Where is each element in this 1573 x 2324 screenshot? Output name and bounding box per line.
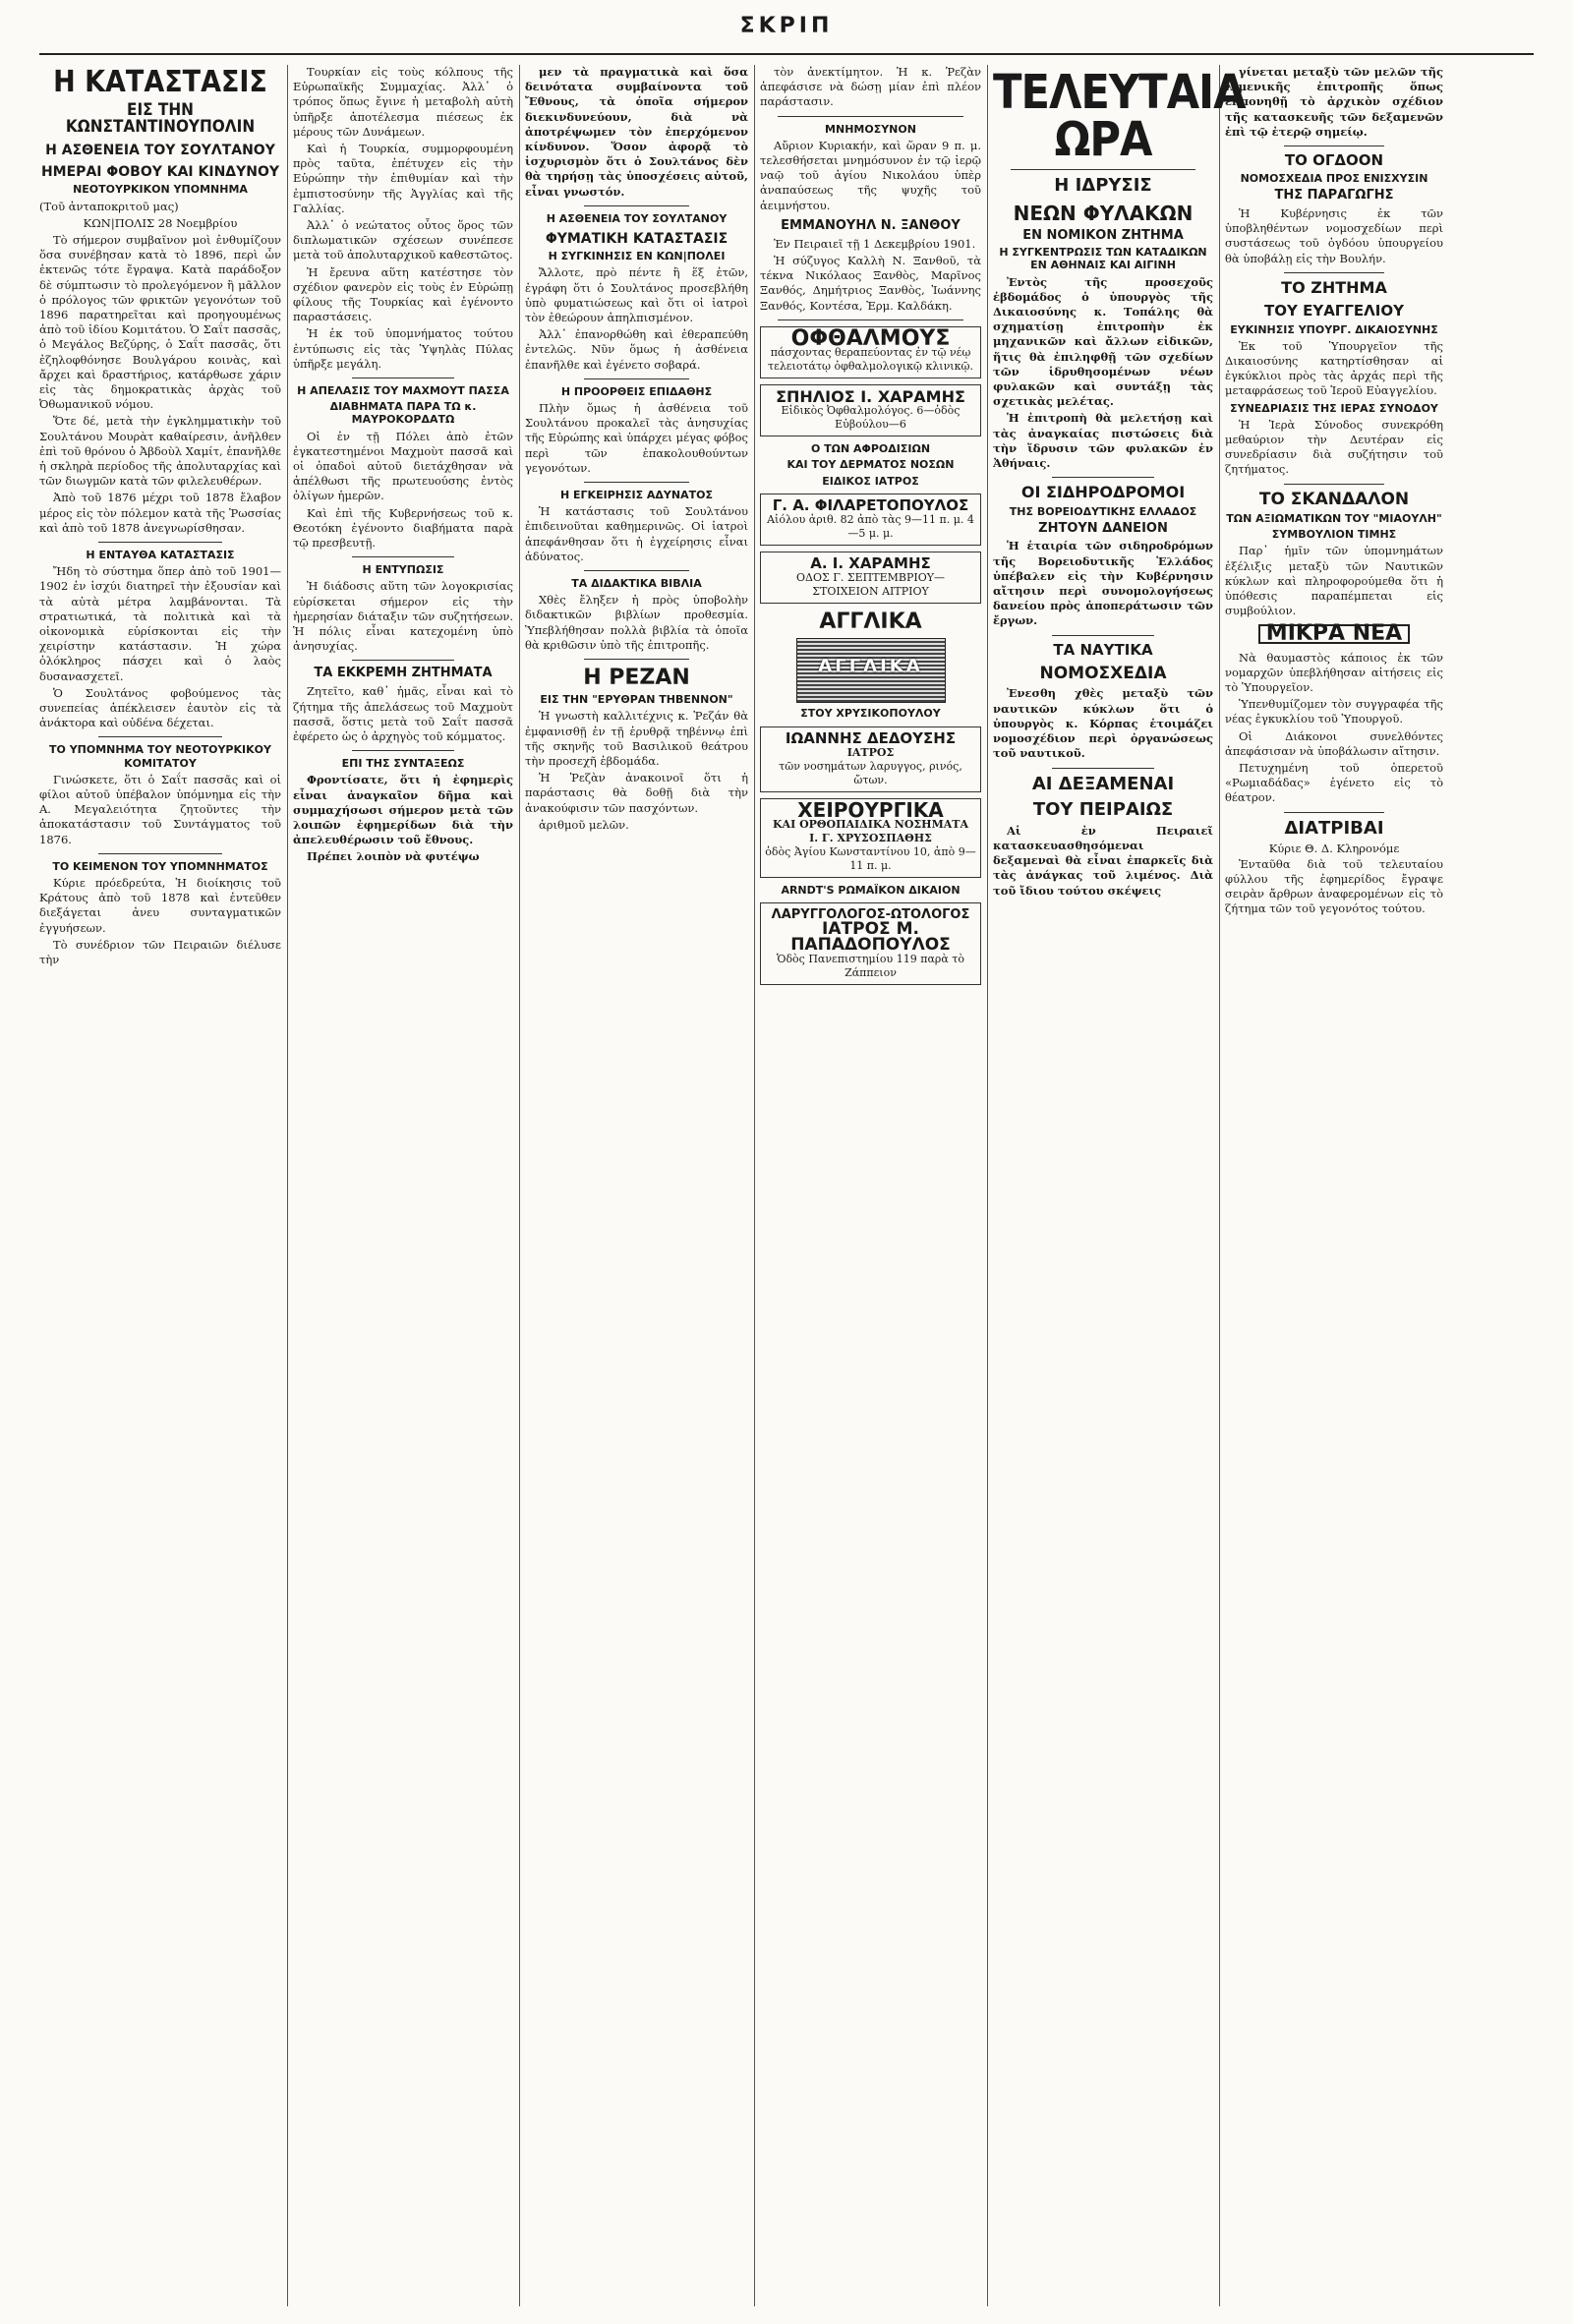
ad-text: Ὁδὸς Πανεπιστημίου 119 παρὰ τὸ Ζάππειον bbox=[776, 952, 964, 979]
paragraph: Κύριε πρόεδρεύτα, Ἡ διοίκησις τοῦ Κράτους ἀπὸ τοῦ 1878 καὶ ἐντεῦθεν διεξάγεται ἀνευ συνταγματικῶν ἐγγυήσεων. bbox=[39, 876, 281, 935]
paragraph: Ἐνεσθη χθὲς μεταξὺ τῶν ναυτικῶν κύκλων ὅτι ὁ ὑπουργὸς κ. Κόρπας ἑτοιμάζει νομοσχέδιον περὶ ὀργανώσεως τοῦ ναυτικοῦ. bbox=[993, 686, 1213, 761]
ad-text: Εἰδικὸς Ὀφθαλμολόγος. 6—ὁδὸς Εὐβούλου—6 bbox=[781, 404, 961, 432]
section-heading: Η ΠΡΟΟΡΘΕΙΣ ΕΠΙΔΑΘΗΣ bbox=[560, 384, 713, 398]
paragraph: Ἐντὸς τῆς προσεχοῦς ἑβδομάδος ὁ ὑπουργὸς τῆς Δικαιοσύνης κ. Τοπάλης θὰ σχηματίσῃ ἐπιτροπὴν ἐκ μηχανικῶν καὶ ἄλλων εἰδικῶν, ἥτις θὰ ἐπιληφθῇ τῶν σχεδίων τῶν ἱδρυθησομένων νέων φυλακῶν καὶ συντάξῃ τὰς σχετικὰς μελέτας. bbox=[993, 274, 1213, 409]
paragraph: Ἡ σύζυγος Καλλὴ Ν. Ξανθοῦ, τὰ τέκνα Νικόλαος Ξανθὸς, Μαρῖνος Ξανθός, Δημήτριος Ξανθὸς, Ἰωάννης Ξανθός, Κοντέσα, Ἑρμ. Καλδάκη. bbox=[760, 253, 981, 313]
ad-title: ΧΕΙΡΟΥΡΓΙΚΑ bbox=[797, 797, 944, 822]
ad-title: Α. Ι. ΧΑΡΑΜΗΣ bbox=[810, 553, 931, 572]
column-separator bbox=[1219, 65, 1220, 2306]
section-heading: ΚΑΙ ΤΟΥ ΔΕΡΜΑΤΟΣ ΝΟΣΩΝ bbox=[786, 458, 955, 472]
column-6 bbox=[1225, 65, 1443, 2316]
section-heading: ΤΟ ΟΓΔΟΟΝ bbox=[1284, 151, 1384, 170]
ad-title: ΙΑΤΡΟΣ Μ. ΠΑΠΑΔΟΠΟΥΛΟΣ bbox=[790, 919, 951, 955]
section-heading: ΜΝΗΜΟΣΥΝΟΝ bbox=[825, 122, 916, 136]
ad-text: πάσχοντας θεραπεύοντας ἐν τῷ νέῳ τελειοτάτῳ ὀφθαλμολογικῷ κλινικῷ. bbox=[768, 345, 973, 373]
ad-title: ΟΦΘΑΛΜΟΥΣ bbox=[790, 325, 951, 351]
paragraph: Πλὴν ὅμως ἡ ἀσθένεια τοῦ Σουλτάνου προκαλεῖ τὰς ἀνησυχίας τῆς Εὐρώπης καὶ ὑπάρχει μέγας φόβος περὶ τῶν ἐπακολουθούντων γεγονότων. bbox=[525, 400, 748, 475]
paragraph: Χθὲς ἔληξεν ἡ πρὸς ὑποβολὴν διδακτικῶν βιβλίων προθεσμία. Ὑπεβλήθησαν πολλὰ βιβλία τὰ ὁποῖα θὰ κριθῶσιν ὑπὸ τῆς ἐπιτροπῆς. bbox=[525, 593, 748, 652]
advertisement bbox=[760, 726, 981, 792]
salutation: Κύριε Θ. Δ. Κληρονόμε bbox=[1268, 842, 1400, 856]
newspaper-name: ΣΚΡΙΠ bbox=[739, 14, 834, 38]
paragraph: Τὸ συνέδριον τῶν Πειραιῶν διέλυσε τὴν bbox=[39, 937, 281, 967]
paragraph: Ζητεῖτο, καθ᾽ ἡμᾶς, εἶναι καὶ τὸ ζήτημα τῆς ἀπελάσεως τοῦ Μαχμοὺτ πασσᾶ, ὅστις μετὰ τοῦ Σαΐτ πασσᾶ ἐφέρετο ὡς ὁ ἀρχηγὸς τοῦ κόμματος. bbox=[293, 684, 513, 743]
paragraph: Ἡ ἑταιρία τῶν σιδηροδρόμων τῆς Βορειοδυτικῆς Ἑλλάδος ὑπέβαλεν εἰς τὴν Κυβέρνησιν αἴτησιν περὶ συνομολογήσεως δανείου πρὸς ἀποπεράτωσιν τῶν ἔργων. bbox=[993, 539, 1213, 628]
paragraph: Καὶ ἐπὶ τῆς Κυβερνήσεως τοῦ κ. Θεοτόκη ἐγένοντο διαβήματα παρὰ τῷ πρεσβευτῇ. bbox=[293, 505, 513, 551]
section-heading: ΤΗΣ ΠΑΡΑΓΩΓΗΣ bbox=[1274, 188, 1394, 203]
section-heading: Η ΙΔΡΥΣΙΣ bbox=[1054, 175, 1152, 196]
column-separator bbox=[287, 65, 288, 2306]
section-heading: ΤΗΣ ΒΟΡΕΙΟΔΥΤΙΚΗΣ ΕΛΛΑΔΟΣ bbox=[1009, 504, 1197, 518]
paragraph: Ἤδη τὸ σύστημα ὅπερ ἀπὸ τοῦ 1901—1902 ἐν ἰσχύι διατηρεῖ τὴν ἐξουσίαν καὶ τὰ αὐτὰ μέτρα λαμβάνονται. Τὰ στρατιωτικά, τὰ πολιτικὰ καὶ τὰ οἰκονομικὰ εὑρίσκονται εἰς τὴν χειρίστην κατάστασιν. Ἡ χώρα ὁλόκληρος πάσχει καὶ ὁ λαὸς δυσανασχετεῖ. bbox=[39, 564, 281, 683]
divider bbox=[98, 542, 222, 543]
paragraph: Τουρκίαν εἰς τοὺς κόλπους τῆς Εὐρωπαϊκῆς Συμμαχίας. Ἀλλ᾽ ὁ τρόπος ὅπως ἔγινε ἡ μεταβολὴ αὐτὴ ὑπῆρξε ἀποτέλεσμα πιέσεως ἐκ μέρους τῶν Δυνάμεων. bbox=[293, 65, 513, 139]
section-banner: ΤΕΛΕΥΤΑΙΑ ΩΡΑ bbox=[993, 65, 1246, 167]
ad-title: Γ. Α. ΦΙΛΑΡΕΤΟΠΟΥΛΟΣ bbox=[772, 495, 969, 514]
dateline: ΚΩΝ|ΠΟΛΙΣ 28 Νοεμβρίου bbox=[83, 215, 238, 230]
divider bbox=[1052, 477, 1154, 478]
ad-text: Αἰόλου ἀριθ. 82 ἀπὸ τὰς 9—11 π. μ. 4—5 μ. μ. bbox=[767, 512, 974, 540]
divider bbox=[98, 853, 222, 854]
paragraph: Οἱ Διάκονοι συνελθόντες ἀπεφάσισαν νὰ ὑποβάλωσιν αἴτησιν. bbox=[1225, 728, 1443, 758]
masthead-rule bbox=[39, 53, 1534, 55]
ad-title: ΛΑΡΥΓΓΟΛΟΓΟΣ-ΩΤΟΛΟΓΟΣ bbox=[771, 907, 970, 923]
section-heading: ΜΙΚΡΑ ΝΕΑ bbox=[1258, 624, 1410, 643]
ad-text: ΙΑΤΡΟΣ bbox=[846, 745, 895, 759]
paragraph: Τὸ σήμερον συμβαῖνον μοὶ ἐνθυμίζουν ὅσα συνέβησαν κατὰ τὸ 1896, περὶ ὧν ἐκτενῶς τότε ἔγραψα. Κατὰ παράδοξον δὲ σύμπτωσιν τὸ προλεγόμενον ἢ μᾶλλον ὁ πρόλογος τῶν φρικτῶν γεγονότων τοῦ 1896 παρατηρεῖται καὶ προηγουμένως ἀπὸ τοῦ ἰδίου Κομιτάτου. Ὁ Σαΐτ πασσᾶς, ὁ Μεγάλος Βεζύρης, ὁ Σαΐτ πασσᾶς, ὅτι ἐζηλοφθόνησε Βουλγάρου κοινὰς, καὶ ἄρχει καὶ δραστήριος, κατάρθωσε χάριν εἰς τὰς δημοκρατικὰς ἀρχὰς τοῦ Ὀθωμανικοῦ νόμου. bbox=[39, 232, 281, 412]
paragraph: μεν τὰ πραγματικὰ καὶ ὅσα δεινότατα συμβαίνοντα τοῦ Ἔθνους, τὰ ὁποῖα σήμερον διεκινδυνεύουν, διὰ νὰ ἀποτρέψωμεν τὸν ἐπερχόμενον κίνδυνον. Ὅσον ἀφορᾷ τὸ ἰσχυρισμὸν ὅτι ὁ Σουλτάνος δὲν θὰ τηρήσῃ τὰς ὑποσχέσεις αὐτοῦ, εἶναι γνωστόν. bbox=[525, 65, 748, 199]
paragraph: Ὅτε δέ, μετὰ τὴν ἐγκλημματικὴν τοῦ Σουλτάνου Μουρὰτ καθαίρεσιν, ἀνῆλθεν ἐπὶ τοῦ θρόνου ὁ Ἀβδοὺλ Χαμίτ, ἐπανῆλθε ἡ σκληρὰ περίοδος τῆς ἀπολυταρχίας καὶ τῶν διωγμῶν κατὰ τῶν φιλελευθέρων. bbox=[39, 414, 281, 489]
ad-text: Ι. Γ. ΧΡΥΣΟΣΠΑΘΗΣ bbox=[809, 832, 932, 845]
paragraph: Ἡ ἐκ τοῦ ὑπομνήματος τούτου ἐντύπωσις εἰς τὰς Ὑψηλὰς Πύλας ὑπῆρξε μεγάλη. bbox=[293, 326, 513, 371]
divider bbox=[778, 116, 963, 117]
paragraph: Πετυχημένη τοῦ ὀπερετοῦ «Ρωμιαδάδας» ἐγένετο εἰς τὸ θέατρον. bbox=[1225, 761, 1443, 805]
paragraph: Ἡ Ἱερὰ Σύνοδος συνεκρόθη μεθαύριον τὴν Δευτέραν εἰς συνεδρίασιν διὰ συζήτησιν τοῦ ζητήματος. bbox=[1225, 417, 1443, 477]
divider bbox=[352, 556, 454, 557]
section-heading: ΟΙ ΣΙΔΗΡΟΔΡΟΜΟΙ bbox=[1020, 483, 1186, 502]
paragraph: Ἡ Ῥεζὰν ἀνακοινοῖ ὅτι ἡ παράστασις θὰ δοθῇ διὰ τὴν ἀνακούφισιν τῶν πασχόντων. bbox=[525, 771, 748, 815]
section-heading: Η ΑΣΘΕΝΕΙΑ ΤΟΥ ΣΟΥΛΤΑΝΟΥ bbox=[546, 211, 728, 225]
paragraph: Ἀλλ᾽ ἐπανορθώθη καὶ ἐθεραπεύθη ἐντελῶς. Νῦν ὅμως ἡ ἀσθένεια ἐπανῆλθε καὶ ἐγένετο σοβαρά. bbox=[525, 327, 748, 372]
divider bbox=[1284, 145, 1384, 146]
ad-text: ΟΔΟΣ Γ. ΣΕΠΤΕΜΒΡΙΟΥ—ΣΤΟΙΧΕΙΟΝ ΑΙΤΡΙΟΥ bbox=[795, 571, 946, 599]
section-heading: Η ΑΠΕΛΑΣΙΣ ΤΟΥ ΜΑΧΜΟΥΤ ΠΑΣΣΑ bbox=[297, 384, 509, 398]
ad-text: ὁδὸς Ἀγίου Κωνσταντίνου 10, ἀπὸ 9—11 π. μ. bbox=[765, 845, 976, 873]
section-heading: ΤΑ ΔΙΔΑΚΤΙΚΑ ΒΙΒΛΙΑ bbox=[571, 576, 702, 590]
paragraph: Πρέπει λοιπὸν νὰ φυτέψω bbox=[307, 849, 480, 864]
section-heading: ΔΙΑΤΡΙΒΑΙ bbox=[1284, 817, 1384, 839]
section-heading: ΤΑ ΕΚΚΡΕΜΗ ΖΗΤΗΜΑΤΑ bbox=[314, 666, 493, 681]
section-heading: ΑΙ ΔΕΞΑΜΕΝΑΙ bbox=[1031, 773, 1175, 794]
section-heading: ΝΟΜΟΣΧΕΔΙΑ ΠΡΟΣ ΕΝΙΣΧΥΣΙΝ bbox=[1240, 172, 1428, 186]
ad-text: ΚΑΙ ΟΡΘΟΠΑΙΔΙΚΑ ΝΟΣΗΜΑΤΑ bbox=[773, 818, 968, 832]
subheadline: Η ΑΣΘΕΝΕΙΑ ΤΟΥ ΣΟΥΛΤΑΝΟΥ bbox=[45, 143, 275, 159]
advertisement bbox=[760, 326, 981, 378]
section-heading: ΔΙΑΒΗΜΑΤΑ ΠΑΡΑ ΤΩ κ. ΜΑΥΡΟΚΟΡΔΑΤΩ bbox=[329, 400, 477, 427]
paragraph: τὸν ἀνεκτίμητον. Ἡ κ. Ῥεζὰν ἀπεφάσισε νὰ δώσῃ μίαν ἐπὶ πλέον παράστασιν. bbox=[760, 65, 981, 109]
paragraph: Αἱ ἐν Πειραιεῖ κατασκευασθησόμεναι δεξαμεναὶ θὰ εἶναι ἐπαρκεῖς διὰ τὰς ἀνάγκας τοῦ λιμένος. Διὰ τοῦ ἴδιου τούτου σκέψεις bbox=[993, 823, 1213, 898]
paragraph: Ὑπενθυμίζομεν τὸν συγγραφέα τῆς νέας ἐγκυκλίου τοῦ Ὑπουργοῦ. bbox=[1225, 697, 1443, 726]
section-heading: Η ΣΥΓΚΕΝΤΡΩΣΙΣ ΤΩΝ ΚΑΤΑΔΙΚΩΝ ΕΝ ΑΘΗΝΑΙΣ ΚΑΙ ΑΙΓΙΝΗ bbox=[999, 246, 1207, 272]
section-heading: ΤΟ ΖΗΤΗΜΑ bbox=[1281, 277, 1387, 297]
column-5 bbox=[993, 65, 1246, 2316]
section-heading: Η ΕΝΤΥΠΩΣΙΣ bbox=[362, 563, 444, 577]
paragraph: Ἡ Κυβέρνησις ἐκ τῶν ὑποβληθέντων νομοσχεδίων περὶ συστάσεως τοῦ ὀγδόου ὑπουργείου θὰ ὑποβάλῃ εἰς τὴν Βουλήν. bbox=[1225, 206, 1443, 265]
divider bbox=[584, 659, 689, 660]
column-separator bbox=[754, 65, 755, 2306]
column-separator bbox=[987, 65, 988, 2306]
divider bbox=[1011, 169, 1195, 170]
paragraph: Ἡ κατάστασις τοῦ Σουλτάνου ἐπιδεινοῦται καθημερινῶς. Οἱ ἰατροὶ ἀπεφάνθησαν ὅτι ἡ ἐγχείρησις εἶναι ἀδύνατος. bbox=[525, 504, 748, 563]
paragraph: Ὁ Σουλτάνος φοβούμενος τὰς συνεπείας ἀπέκλεισεν ἑαυτὸν εἰς τὰ ἀνάκτορα καὶ οὐδένα δέχεται. bbox=[39, 685, 281, 730]
divider bbox=[584, 378, 689, 379]
paragraph: Αὔριον Κυριακήν, καὶ ὥραν 9 π. μ. τελεσθήσεται μνημόσυνον ἐν τῷ ἱερῷ ναῷ τοῦ ἁγίου Νικολάου ὑπὲρ ἀναπαύσεως τῆς ψυχῆς τοῦ ἀειμνήστου. bbox=[760, 138, 981, 212]
headline-line1: Η ΚΑΤΑΣΤΑΣΙΣ bbox=[53, 65, 267, 99]
divider bbox=[98, 736, 222, 737]
section-heading: ΤΟ ΥΠΟΜΝΗΜΑ ΤΟΥ ΝΕΟΤΟΥΡΚΙΚΟΥ ΚΟΜΙΤΑΤΟΥ bbox=[49, 743, 271, 770]
shop-name: ΣΤΟΥ ΧΡΥΣΙΚΟΠΟΥΛΟΥ bbox=[800, 707, 941, 721]
advertisement bbox=[760, 902, 981, 985]
divider bbox=[352, 750, 454, 751]
section-heading: ΝΟΜΟΣΧΕΔΙΑ bbox=[1039, 663, 1167, 683]
subheadline: ΝΕΟΤΟΥΡΚΙΚΟΝ ΥΠΟΜΝΗΜΑ bbox=[73, 183, 248, 197]
byline: (Τοῦ ἀνταποκριτοῦ μας) bbox=[39, 199, 179, 213]
section-heading: Η ΕΝΤΑΥΘΑ ΚΑΤΑΣΤΑΣΙΣ bbox=[86, 549, 235, 562]
column-4 bbox=[760, 65, 981, 2316]
divider bbox=[1284, 484, 1384, 485]
paragraph: ἀριθμοῦ μελῶν. bbox=[539, 817, 629, 832]
ad-text: τῶν νοσημάτων λαρυγγος, ρινός, ὤτων. bbox=[779, 759, 962, 786]
advertisement bbox=[760, 552, 981, 604]
section-heading: ΖΗΤΟΥΝ ΔΑΝΕΙΟΝ bbox=[1038, 520, 1168, 536]
paragraph: Ἡ ἔρευνα αὕτη κατέστησε τὸν σχέδιον φανερὸν εἰς τοὺς ἐν Εὐρώπῃ φίλους τῆς Τουρκίας καὶ ἐγένοντο παραστάσεις. bbox=[293, 264, 513, 324]
paragraph: Ἐκ τοῦ Ὑπουργεῖον τῆς Δικαιοσύνης κατηρτίσθησαν αἱ ἐγκύκλιοι πρὸς τὰς ἀρχάς περὶ τῆς μεταφράσεως τοῦ Ἱεροῦ Εὐαγγελίου. bbox=[1225, 338, 1443, 398]
deceased-name: ΕΜΜΑΝΟΥΗΛ Ν. ΞΑΝΘΟΥ bbox=[781, 217, 961, 233]
paragraph: Ἀπὸ τοῦ 1876 μέχρι τοῦ 1878 ἔλαβον μέρος εἰς τὸν πόλεμον κατὰ τῆς Ῥωσσίας καὶ ἀπὸ τοῦ 1878 ἀνεγνωρίσθησαν. bbox=[39, 491, 281, 535]
paragraph: γίνεται μεταξὺ τῶν μελῶν τῆς λιμενικῆς ἐπιτροπῆς ὅπως ἐκπονηθῇ τὸ ἀρχικὸν σχέδιον τῆς κατασκευῆς τῶν δεξαμενῶν ἐπὶ τῷ ἐτερῷ σημείῳ. bbox=[1225, 65, 1443, 139]
advertisement bbox=[760, 384, 981, 436]
section-heading: ΕΙΔΙΚΟΣ ΙΑΤΡΟΣ bbox=[822, 474, 919, 488]
paragraph: Οἱ ἐν τῇ Πόλει ἀπὸ ἐτῶν ἐγκατεστημένοι Μαχμοὺτ πασσᾶ καὶ οἱ ὀπαδοὶ αὐτοῦ διετάχθησαν νὰ ἀπέλθωσι τῆς πρωτευούσης ἐντὸς ὀλίγων ἡμερῶν. bbox=[293, 429, 513, 503]
paragraph: Ἡ ἐπιτροπὴ θὰ μελετήσῃ καὶ τὰς ἀναγκαίας πιστώσεις διὰ τὴν ἵδρυσιν τῶν φυλακῶν ἐν Ἀθήναις. bbox=[993, 411, 1213, 471]
divider bbox=[1284, 812, 1384, 813]
section-heading: ΕΥΚΙΝΗΣΙΣ ΥΠΟΥΡΓ. ΔΙΚΑΙΟΣΥΝΗΣ bbox=[1230, 322, 1438, 336]
section-heading: ΕΠΙ ΤΗΣ ΣΥΝΤΑΞΕΩΣ bbox=[341, 757, 465, 771]
column-1 bbox=[39, 65, 281, 2316]
subheadline: ΗΜΕΡΑΙ ΦΟΒΟΥ ΚΑΙ ΚΙΝΔΥΝΟΥ bbox=[40, 164, 280, 181]
section-heading: Η ΡΕΖΑΝ bbox=[583, 665, 690, 690]
section-heading: ΕΙΣ ΤΗΝ "ΕΡΥΘΡΑΝ ΤΗΒΕΝΝΟΝ" bbox=[540, 693, 733, 707]
divider bbox=[1052, 635, 1154, 636]
divider bbox=[584, 482, 689, 483]
section-heading: ΣΥΝΕΔΡΙΑΣΙΣ ΤΗΣ ΙΕΡΑΣ ΣΥΝΟΔΟΥ bbox=[1230, 401, 1438, 415]
ad-title: ΙΩΑΝΝΗΣ ΔΕΔΟΥΣΗΣ bbox=[785, 728, 957, 747]
column-2 bbox=[293, 65, 513, 2316]
paragraph: Καὶ ἡ Τουρκία, συμμορφουμένη πρὸς ταῦτα, ἐπέτυχεν εἰς τὴν Εὐρώπην τὴν ἐπιθυμίαν καὶ τὴν ἐμπιστοσύνην τῆς Ἀγγλίας καὶ τῆς Γαλλίας. bbox=[293, 142, 513, 215]
section-heading-wrap bbox=[1225, 621, 1443, 647]
section-heading: ΝΕΩΝ ΦΥΛΑΚΩΝ bbox=[1013, 201, 1194, 225]
paragraph: Ἐνταῦθα διὰ τοῦ τελευταίου φύλλου τῆς ἐφημερίδος ἔγραψε σειρὰν ἄρθρων ἀναφερομένων εἰς τὸ ζήτημα τῶν τοῦ γεγονότος τούτου. bbox=[1225, 856, 1443, 916]
divider bbox=[352, 660, 454, 661]
ad-title: ΣΠΗΛΙΟΣ Ι. ΧΑΡΑΜΗΣ bbox=[776, 386, 965, 406]
paragraph: Ἡ γνωστὴ καλλιτέχνις κ. Ῥεζάν θὰ ἐμφανισθῇ ἐν τῇ ἐρυθρᾷ τηβέννῳ ἐπὶ τῆς σκηνῆς τοῦ Βασιλικοῦ θεάτρου τὴν προσεχῆ ἑβδομάδα. bbox=[525, 709, 748, 769]
section-heading: Η ΕΓΚΕΙΡΗΣΙΣ ΑΔΥΝΑΤΟΣ bbox=[560, 488, 713, 501]
section-heading: ΤΟ ΣΚΑΝΔΑΛΟΝ bbox=[1258, 489, 1410, 509]
section-heading: ΣΥΜΒΟΥΛΙΟΝ ΤΙΜΗΣ bbox=[1271, 528, 1397, 542]
section-heading: ΤΩΝ ΑΞΙΩΜΑΤΙΚΩΝ ΤΟΥ "ΜΙΑΟΥΛΗ" bbox=[1226, 512, 1442, 526]
section-heading: ΑΓΓΛΙΚΑ bbox=[819, 610, 922, 635]
section-heading: ΦΥΜΑΤΙΚΗ ΚΑΤΑΣΤΑΣΙΣ bbox=[545, 231, 728, 248]
divider bbox=[1052, 768, 1154, 769]
advertisement bbox=[760, 494, 981, 546]
section-heading: ΤΟΥ ΕΥΑΓΓΕΛΙΟΥ bbox=[1264, 302, 1404, 320]
paragraph: Ἡ διάδοσις αὕτη τῶν λογοκρισίας εὑρίσκεται σήμερον εἰς τὴν ἡμερησίαν διάταξιν τῶν συζητήσεων. Ἡ πόλις εἶναι κατεχομένη ὑπὸ ἀνησυχίας. bbox=[293, 579, 513, 654]
section-heading: ΤΟ ΚΕΙΜΕΝΟΝ ΤΟΥ ΥΠΟΜΝΗΜΑΤΟΣ bbox=[52, 859, 268, 873]
paragraph: Ἄλλοτε, πρὸ πέντε ἢ ἕξ ἐτῶν, ἐγράφη ὅτι ὁ Σουλτάνος προσεβλήθη ὑπὸ φυματιώσεως καὶ ὅτι οἱ ἰατροὶ τὸν ἐθεώρουν ἀπηλπισμένον. bbox=[525, 265, 748, 324]
divider bbox=[584, 570, 689, 571]
engraving-illustration bbox=[796, 638, 946, 703]
section-heading: ΕΝ ΝΟΜΙΚΟΝ ΖΗΤΗΜΑ bbox=[1022, 227, 1184, 243]
engraving-label: ΑΓΓΛΙΚΑ bbox=[818, 656, 923, 677]
column-separator bbox=[519, 65, 520, 2306]
section-heading: ΤΟΥ ΠΕΙΡΑΙΩΣ bbox=[1032, 799, 1174, 821]
advertisement bbox=[760, 798, 981, 878]
paragraph: Ἀλλ᾽ ὁ νεώτατος οὗτος ὅρος τῶν διπλωματικῶν σχέσεων συνέπεσε μετὰ τοῦ ἀπολυταρχικοῦ καθεστῶτος. bbox=[293, 218, 513, 262]
section-heading: Ο ΤΩΝ ΑΦΡΟΔΙΣΙΩΝ bbox=[810, 442, 931, 456]
paragraph: Γινώσκετε, ὅτι ὁ Σαΐτ πασσᾶς καὶ οἱ φίλοι αὐτοῦ ὑπέβαλον ὑπόμνημα εἰς τὴν Α. Μεγαλειότητα ζητοῦντες τὴν ἀποκατάστασιν τοῦ Συντάγματος τοῦ 1876. bbox=[39, 772, 281, 846]
headline-line2: ΕΙΣ ΤΗΝ ΚΩΝΣΤΑΝΤΙΝΟΥΠΟΛΙΝ bbox=[65, 99, 256, 138]
paragraph: Ἐν Πειραιεῖ τῇ 1 Δεκεμβρίου 1901. bbox=[774, 236, 976, 251]
section-heading: Η ΣΥΓΚΙΝΗΣΙΣ ΕΝ ΚΩΝ|ΠΟΛΕΙ bbox=[548, 250, 726, 263]
column-3 bbox=[525, 65, 748, 2316]
paragraph: Παρ᾽ ἡμῖν τῶν ὑπομνημάτων ἐξέλιξις μεταξὺ τῶν Ναυτικῶν κύκλων καὶ πληροφορούμεθα ὅτι ἡ ὑπόθεσις παραπέμπεται εἰς συμβούλιον. bbox=[1225, 544, 1443, 618]
divider bbox=[584, 205, 689, 206]
paragraph: Νὰ θαυμαστὸς κάποιος ἐκ τῶν νομαρχῶν ὑπεβλήθησαν αἰτήσεις εἰς τὸ Ὑπουργεῖον. bbox=[1225, 650, 1443, 695]
section-heading: ΤΑ ΝΑΥΤΙΚΑ bbox=[1053, 640, 1153, 659]
paragraph: Φροντίσατε, ὅτι ἡ ἐφημερὶς εἶναι ἀναγκαῖον δῆμα καὶ συμμαχήσωσι σήμερον μετὰ τῶν λοιπῶν ἐφημερίδων διὰ τὴν ἀπελευθέρωσιν τοῦ ἔθνους. bbox=[293, 773, 513, 847]
section-heading: ARNDT'S ΡΩΜΑΪΚΟΝ ΔΙΚΑΙΟΝ bbox=[781, 884, 961, 898]
masthead bbox=[0, 0, 1573, 59]
divider bbox=[1284, 272, 1384, 273]
